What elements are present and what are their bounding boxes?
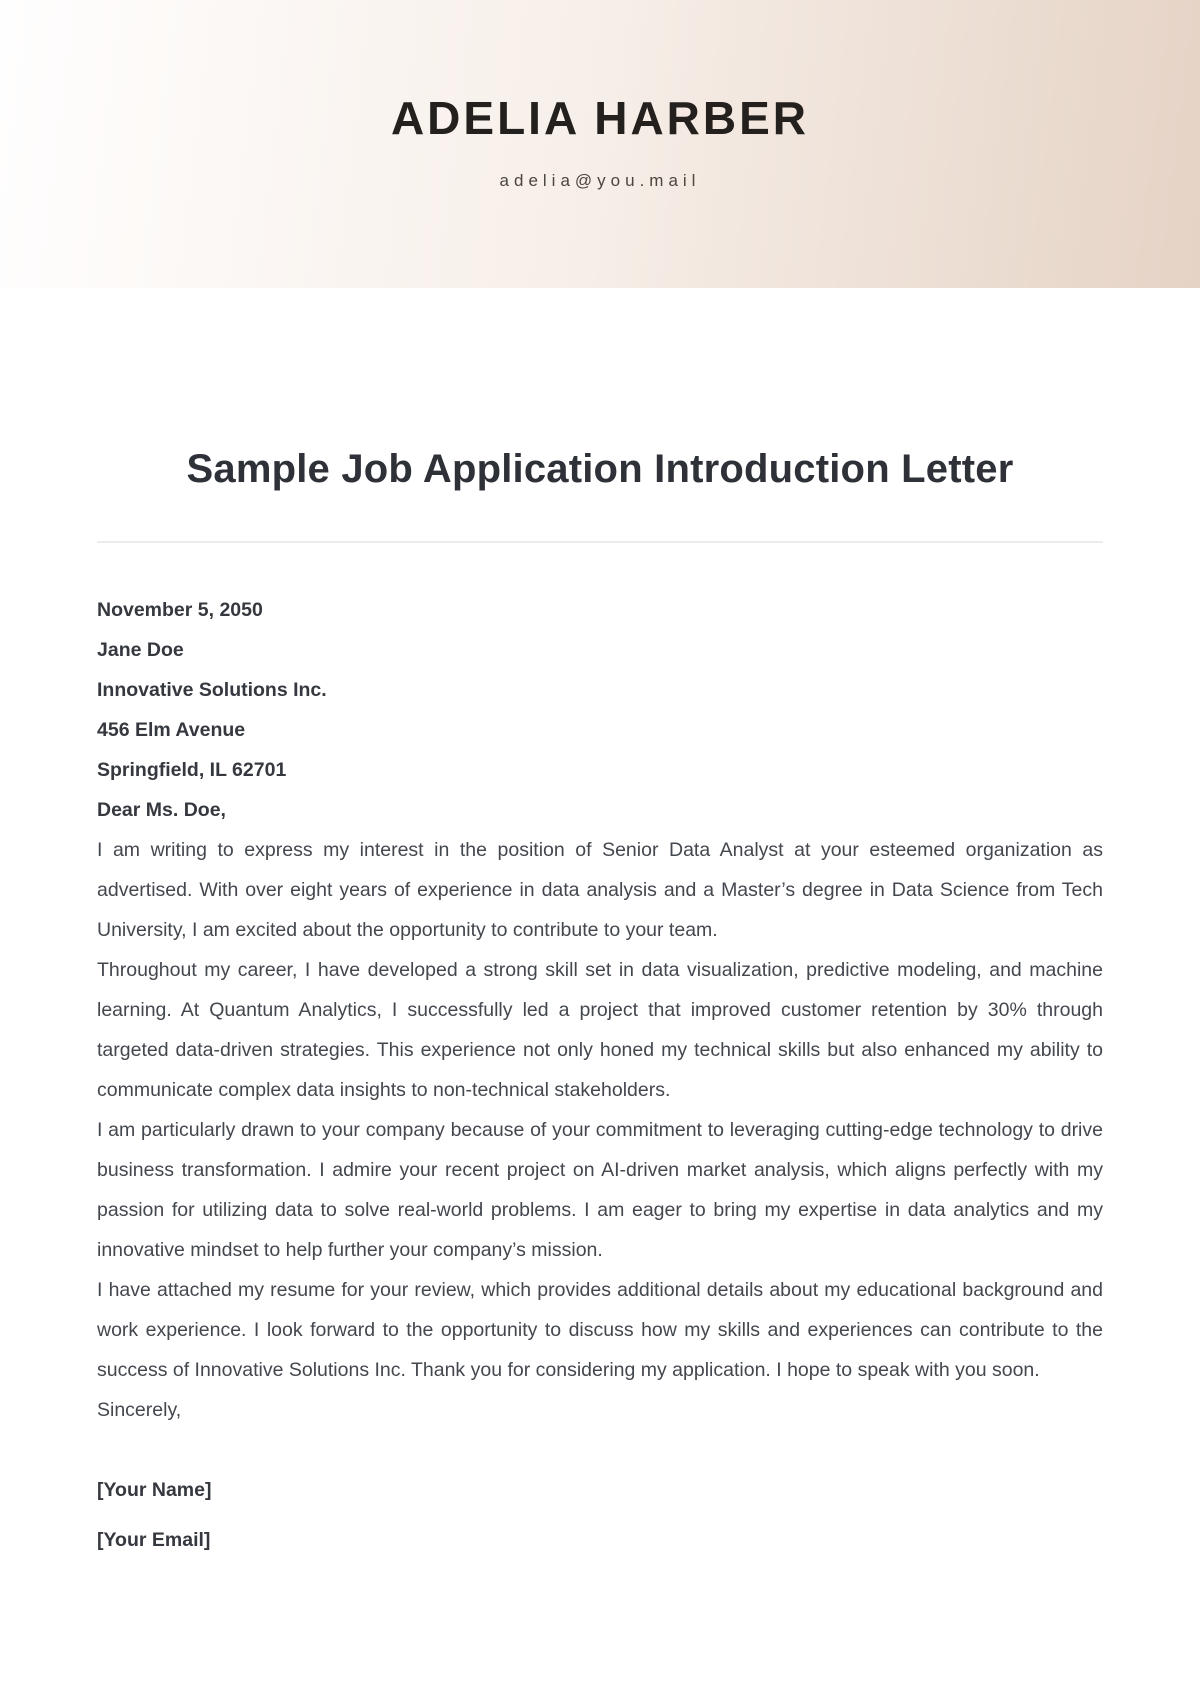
signature-email: [Your Email] — [97, 1529, 211, 1551]
recipient-company: Innovative Solutions Inc. — [97, 679, 327, 701]
recipient-name: Jane Doe — [97, 639, 184, 661]
paragraph-3: I am particularly drawn to your company because of your commitment to leveraging cutting-edge technology to drive business transformation. I admire your recent project on AI-driven market analysis, which aligns perfectly with my passion for utilizing data to solve real-world problems. I am eager to bring my expertise in data analytics and my innovative mindset to help further your company’s mission. — [97, 1119, 1103, 1261]
header-banner — [0, 0, 1200, 288]
sender-email: adelia@you.mail — [499, 171, 701, 190]
letter-date: November 5, 2050 — [97, 599, 263, 621]
recipient-city: Springfield, IL 62701 — [97, 759, 287, 781]
paragraph-4: I have attached my resume for your review, which provides additional details about my educational background and work experience. I look forward to the opportunity to discuss how my skills and experiences can contribute to the success of Innovative Solutions Inc. Thank you for considering my application. I hope to speak with you soon. — [97, 1279, 1103, 1381]
divider — [97, 541, 1103, 543]
signature-name: [Your Name] — [97, 1479, 212, 1501]
document-title: Sample Job Application Introduction Letter — [186, 447, 1014, 491]
signature-block — [97, 1470, 1103, 1560]
closing: Sincerely, — [97, 1399, 182, 1421]
letter-content — [97, 445, 1103, 1560]
address-block — [97, 590, 1103, 830]
recipient-street: 456 Elm Avenue — [97, 719, 246, 741]
paragraph-2: Throughout my career, I have developed a strong skill set in data visualization, predictive modeling, and machine learning. At Quantum Analytics, I successfully led a project that improved customer retention by 30% through targeted data-driven strategies. This experience not only honed my technical skills but also enhanced my ability to communicate complex data insights to non-technical stakeholders. — [97, 959, 1103, 1101]
salutation: Dear Ms. Doe, — [97, 799, 226, 821]
paragraph-1: I am writing to express my interest in the position of Senior Data Analyst at your esteemed organization as advertised. With over eight years of experience in data analysis and a Master’s degree in Data Science from Tech University, I am excited about the opportunity to contribute to your team. — [97, 839, 1103, 941]
letter-body — [97, 590, 1103, 1560]
sender-name: ADELIA HARBER — [390, 92, 810, 144]
